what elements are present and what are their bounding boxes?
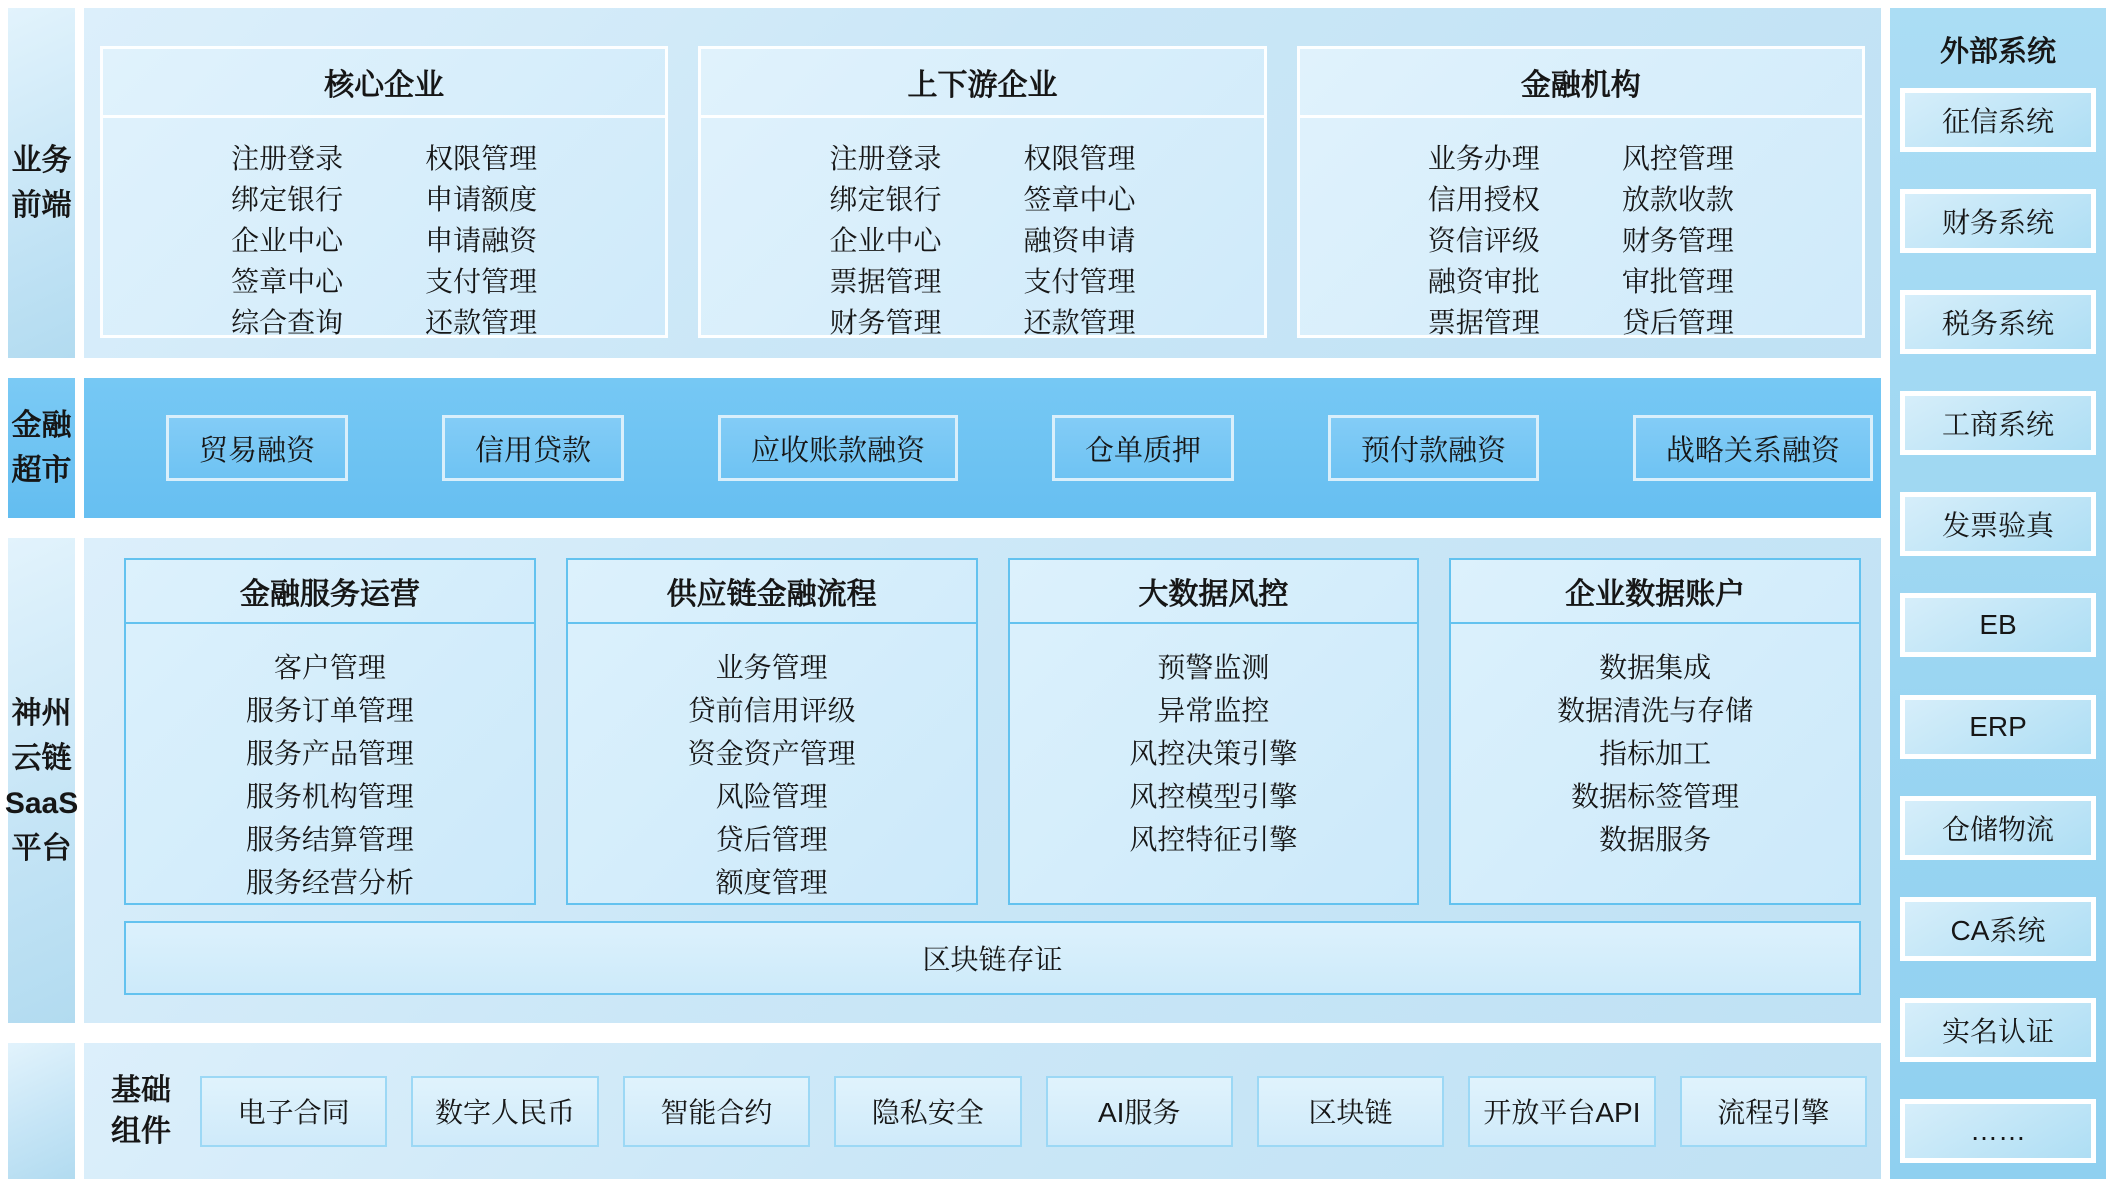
- panel-body: [126, 624, 534, 904]
- panel-item: 数据清洗与存储: [1557, 695, 1754, 726]
- finance-product: 预付款融资: [1328, 415, 1539, 481]
- panel-item: 申请额度: [425, 184, 538, 215]
- panel-title: 核心企业: [103, 49, 665, 118]
- side-label-line: 业务: [11, 144, 72, 177]
- side-label-saas-platform: [4, 538, 79, 1023]
- side-label-finance-supermarket: [8, 378, 75, 518]
- panel-item: 财务管理: [1621, 225, 1734, 256]
- panel-item: 还款管理: [425, 307, 538, 338]
- panel-body: [1300, 118, 1862, 343]
- saas-panel: [566, 558, 978, 905]
- base-components-label: [106, 1070, 176, 1152]
- panel-item: 服务产品管理: [245, 738, 414, 769]
- panel-column: [425, 138, 537, 343]
- base-label-line: 基础: [111, 1074, 171, 1107]
- panel-item: 服务机构管理: [245, 781, 414, 812]
- panel-item: 还款管理: [1023, 307, 1136, 338]
- finance-product: 贸易融资: [166, 415, 348, 481]
- panel-title: 供应链金融流程: [568, 560, 976, 624]
- panel-item: 财务管理: [829, 307, 942, 338]
- base-component: 区块链: [1257, 1076, 1444, 1147]
- panel-item: 贷后管理: [1621, 307, 1734, 338]
- external-system: CA系统: [1900, 897, 2096, 961]
- row-business-frontend: [84, 8, 1881, 358]
- panel-title: 金融机构: [1300, 49, 1862, 118]
- panel-title: 企业数据账户: [1451, 560, 1859, 624]
- side-label-line: 云链: [11, 741, 72, 775]
- panel-item: 信用授权: [1427, 184, 1540, 215]
- panel-item: 资信评级: [1427, 225, 1540, 256]
- panel-title: 大数据风控: [1010, 560, 1418, 624]
- finance-product: 仓单质押: [1052, 415, 1234, 481]
- frontend-panel: [698, 46, 1266, 338]
- row-finance-supermarket: [84, 378, 1881, 518]
- base-label-line: 组件: [111, 1115, 171, 1148]
- panel-item: 风险管理: [715, 781, 828, 812]
- panel-item: 审批管理: [1621, 266, 1734, 297]
- panel-item: 支付管理: [425, 266, 538, 297]
- saas-panel: [124, 558, 536, 905]
- saas-panel: [1449, 558, 1861, 905]
- saas-panel: [1008, 558, 1420, 905]
- panel-item: 资金资产管理: [687, 738, 856, 769]
- main-content-column: [84, 8, 1881, 1179]
- external-system: 税务系统: [1900, 290, 2096, 354]
- side-label-line: 平台: [11, 831, 72, 865]
- base-component: 智能合约: [623, 1076, 810, 1147]
- external-system: EB: [1900, 593, 2096, 657]
- panel-item: 服务经营分析: [245, 867, 414, 898]
- external-system: 工商系统: [1900, 391, 2096, 455]
- panel-item: 企业中心: [231, 225, 344, 256]
- external-system: 实名认证: [1900, 998, 2096, 1062]
- panel-body: [701, 118, 1263, 343]
- panel-item: 融资申请: [1023, 225, 1136, 256]
- external-system: ……: [1900, 1099, 2096, 1163]
- finance-product: 战略关系融资: [1633, 415, 1873, 481]
- saas-panels: [124, 558, 1861, 905]
- panel-item: 业务管理: [715, 652, 828, 683]
- panel-item: 签章中心: [1023, 184, 1136, 215]
- panel-item: 贷前信用评级: [687, 695, 856, 726]
- frontend-panel: [1297, 46, 1865, 338]
- panel-item: 申请融资: [425, 225, 538, 256]
- panel-body: [1451, 624, 1859, 903]
- panel-column: [1428, 138, 1540, 343]
- panel-item: 风控管理: [1621, 143, 1734, 174]
- base-component: 数字人民币: [411, 1076, 598, 1147]
- panel-column: [1023, 138, 1135, 343]
- finance-product: 信用贷款: [442, 415, 624, 481]
- panel-item: 异常监控: [1157, 695, 1270, 726]
- external-system: 发票验真: [1900, 492, 2096, 556]
- panel-item: 贷后管理: [715, 824, 828, 855]
- external-systems-list: [1900, 78, 2096, 1163]
- panel-item: 客户管理: [273, 652, 386, 683]
- panel-column: [829, 138, 941, 343]
- panel-item: 票据管理: [1427, 307, 1540, 338]
- panel-item: 支付管理: [1023, 266, 1136, 297]
- panel-title: 上下游企业: [701, 49, 1263, 118]
- external-system: ERP: [1900, 695, 2096, 759]
- panel-item: 服务结算管理: [245, 824, 414, 855]
- row-saas-platform: [84, 538, 1881, 1023]
- panel-column: [231, 138, 343, 343]
- frontend-panel: [100, 46, 668, 338]
- panel-item: 风控特征引擎: [1129, 824, 1298, 855]
- panel-item: 签章中心: [231, 266, 344, 297]
- side-label-business-frontend: [8, 8, 75, 358]
- panel-title: 金融服务运营: [126, 560, 534, 624]
- side-label-line: 超市: [11, 454, 72, 487]
- blockchain-bar: 区块链存证: [124, 921, 1861, 995]
- external-system: 征信系统: [1900, 88, 2096, 152]
- base-component: 开放平台API: [1468, 1076, 1655, 1147]
- panel-item: 权限管理: [1023, 143, 1136, 174]
- base-component: 隐私安全: [834, 1076, 1021, 1147]
- external-systems-panel: [1890, 8, 2106, 1179]
- panel-item: 权限管理: [425, 143, 538, 174]
- finance-product: 应收账款融资: [718, 415, 958, 481]
- external-system: 仓储物流: [1900, 796, 2096, 860]
- panel-item: 注册登录: [829, 143, 942, 174]
- external-system: 财务系统: [1900, 189, 2096, 253]
- panel-body: [568, 624, 976, 904]
- side-label-line: SaaS: [4, 786, 79, 820]
- panel-item: 额度管理: [715, 867, 828, 898]
- panel-column: [1622, 138, 1734, 343]
- panel-item: 放款收款: [1621, 184, 1734, 215]
- side-label-line: 神州: [11, 696, 72, 730]
- panel-item: 服务订单管理: [245, 695, 414, 726]
- external-systems-title: 外部系统: [1939, 35, 2056, 68]
- panel-body: [103, 118, 665, 343]
- base-component: 电子合同: [200, 1076, 387, 1147]
- panel-item: 企业中心: [829, 225, 942, 256]
- panel-item: 绑定银行: [231, 184, 344, 215]
- base-component: AI服务: [1046, 1076, 1233, 1147]
- panel-item: 指标加工: [1599, 738, 1712, 769]
- panel-item: 票据管理: [829, 266, 942, 297]
- panel-item: 综合查询: [231, 307, 344, 338]
- panel-item: 风控模型引擎: [1129, 781, 1298, 812]
- panel-item: 注册登录: [231, 143, 344, 174]
- panel-item: 数据服务: [1599, 824, 1712, 855]
- side-label-line: 金融: [11, 409, 72, 442]
- panel-item: 数据标签管理: [1571, 781, 1740, 812]
- row-base-components: [84, 1043, 1881, 1179]
- panel-item: 绑定银行: [829, 184, 942, 215]
- panel-item: 融资审批: [1427, 266, 1540, 297]
- base-component: 流程引擎: [1680, 1076, 1867, 1147]
- panel-item: 数据集成: [1599, 652, 1712, 683]
- side-label-column: [4, 8, 79, 1179]
- panel-item: 风控决策引擎: [1129, 738, 1298, 769]
- panel-body: [1010, 624, 1418, 903]
- panel-item: 业务办理: [1427, 143, 1540, 174]
- panel-item: 预警监测: [1157, 652, 1270, 683]
- side-label-line: 前端: [11, 189, 72, 222]
- side-label-empty: [8, 1043, 75, 1179]
